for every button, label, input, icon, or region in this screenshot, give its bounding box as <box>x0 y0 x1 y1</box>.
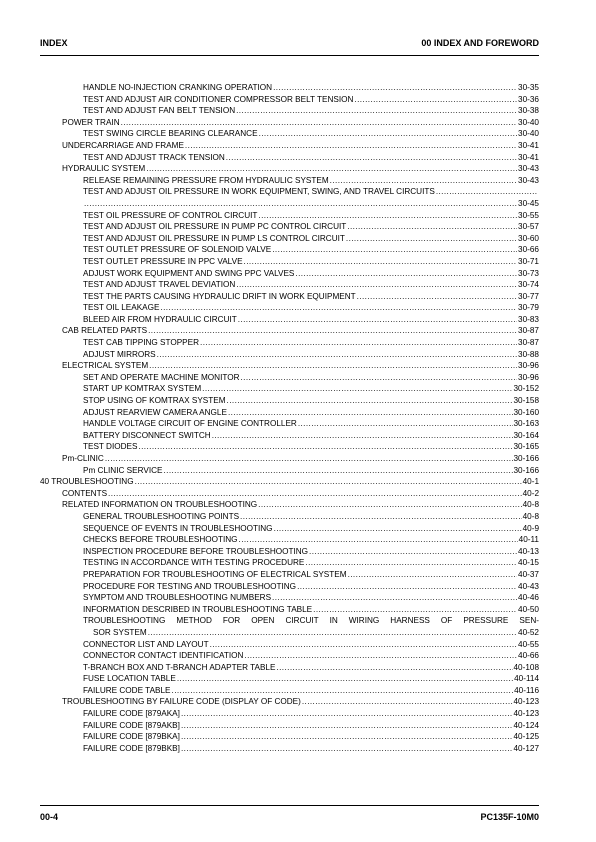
toc-entry-title: Pm-CLINIC <box>62 454 104 463</box>
dot-leader <box>172 685 514 697</box>
toc-entry-page: 30-43 <box>518 164 539 174</box>
toc-entry-page: 40-116 <box>514 685 539 695</box>
dot-leader <box>228 407 513 419</box>
toc-entry-page: 30-79 <box>518 303 539 313</box>
toc-entry-title: FAILURE CODE [879BKA] <box>83 732 180 742</box>
toc-entry-title: UNDERCARRIAGE AND FRAME <box>62 140 184 150</box>
dot-leader <box>274 523 522 535</box>
toc-entry-title: TEST AND ADJUST AIR CONDITIONER COMPRESSOR BELT TENSION <box>83 94 354 104</box>
header-left: INDEX <box>40 38 68 48</box>
toc-entry <box>40 731 539 743</box>
toc-entry-title: INFORMATION DESCRIBED IN TROUBLESHOOTING TABLE <box>83 604 313 614</box>
toc-entry <box>40 650 539 662</box>
dot-leader <box>200 337 517 349</box>
toc-entry-title: TEST OUTLET PRESSURE IN PPC VALVE <box>83 256 243 266</box>
toc-entry-title: PROCEDURE FOR TESTING AND TROUBLESHOOTING <box>83 581 297 591</box>
dot-leader <box>239 534 518 546</box>
toc-entry <box>40 557 539 569</box>
dot-leader <box>436 186 538 198</box>
toc-entry <box>40 511 539 523</box>
toc-entry <box>40 407 539 419</box>
toc-entry-title: TEST THE PARTS CAUSING HYDRAULIC DRIFT IN WORK EQUIPMENT <box>83 291 356 301</box>
toc-entry <box>40 256 539 268</box>
dot-leader <box>138 441 512 453</box>
toc-entry-page: 30-71 <box>518 256 539 266</box>
table-of-contents <box>40 82 539 754</box>
toc-entry-page: 40-108 <box>513 662 539 672</box>
toc-entry <box>40 546 539 558</box>
toc-entry <box>40 581 539 593</box>
toc-entry-page: 40-123 <box>513 709 539 719</box>
toc-entry <box>40 117 539 129</box>
toc-entry <box>40 685 539 697</box>
toc-entry-page: 30-41 <box>518 140 539 150</box>
toc-entry <box>40 639 539 651</box>
toc-entry-page: 30-40 <box>518 129 539 139</box>
dot-leader <box>238 314 517 326</box>
toc-entry <box>40 175 539 187</box>
toc-entry <box>40 198 539 210</box>
dot-leader <box>302 696 513 708</box>
toc-entry <box>40 488 539 500</box>
toc-entry-title: PREPARATION FOR TROUBLESHOOTING OF ELECTRICAL SYSTEM <box>83 569 347 579</box>
toc-entry-page: 30-165 <box>513 442 539 452</box>
toc-entry-title: INSPECTION PROCEDURE BEFORE TROUBLESHOOTING <box>83 546 309 556</box>
toc-entry-page: 40-15 <box>518 558 539 568</box>
toc-entry-title: START UP KOMTRAX SYSTEM <box>83 384 202 394</box>
dot-leader <box>272 592 517 604</box>
footer-rule <box>40 805 539 806</box>
toc-entry-title: TEST CAB TIPPING STOPPER <box>83 338 200 348</box>
dot-leader <box>346 233 517 245</box>
toc-entry <box>40 523 539 535</box>
toc-entry-page: 30-57 <box>518 222 539 232</box>
dot-leader <box>305 557 517 569</box>
toc-entry-title: FAILURE CODE [879AKB] <box>83 720 180 730</box>
toc-entry-title: SOR SYSTEM <box>93 627 147 637</box>
dot-leader <box>210 639 517 651</box>
toc-entry-title: RELATED INFORMATION ON TROUBLESHOOTING <box>62 500 258 510</box>
toc-entry <box>40 360 539 372</box>
toc-entry-title: ELECTRICAL SYSTEM <box>62 361 149 371</box>
toc-entry <box>40 383 539 395</box>
dot-leader <box>272 244 517 256</box>
toc-entry-page: 40-66 <box>518 651 539 661</box>
toc-entry-title: POWER TRAIN <box>62 117 120 127</box>
dot-leader <box>202 383 512 395</box>
toc-entry <box>40 604 539 616</box>
toc-entry-page: 30-66 <box>518 245 539 255</box>
toc-entry-page: 40-127 <box>513 743 539 753</box>
toc-entry-title: SYMPTOM AND TROUBLESHOOTING NUMBERS <box>83 593 272 603</box>
toc-entry <box>40 325 539 337</box>
toc-entry <box>40 708 539 720</box>
toc-entry-title: ADJUST MIRRORS <box>83 349 156 359</box>
dot-leader <box>347 221 517 233</box>
toc-entry-title: RELEASE REMAINING PRESSURE FROM HYDRAULIC SYSTEM <box>83 175 329 185</box>
toc-entry-title: FAILURE CODE [879BKB] <box>83 743 180 753</box>
dot-leader <box>330 175 517 187</box>
toc-entry <box>40 279 539 291</box>
toc-entry <box>40 233 539 245</box>
toc-entry <box>40 696 539 708</box>
toc-entry-page: 30-87 <box>518 338 539 348</box>
toc-entry-page: 30-158 <box>513 396 539 406</box>
toc-entry-title: TEST OUTLET PRESSURE OF SOLENOID VALVE <box>83 245 272 255</box>
dot-leader <box>354 94 517 106</box>
toc-entry <box>40 186 539 198</box>
toc-entry-title: SET AND OPERATE MACHINE MONITOR <box>83 372 240 382</box>
toc-entry-title: CAB RELATED PARTS <box>62 326 148 336</box>
toc-entry-page: 40-9 <box>522 523 539 533</box>
toc-entry <box>40 163 539 175</box>
toc-entry-page: 40-13 <box>518 546 539 556</box>
toc-entry-page: 40-114 <box>514 674 539 684</box>
toc-entry <box>40 302 539 314</box>
toc-entry-page: 30-160 <box>513 407 539 417</box>
toc-entry-page: 40-37 <box>518 569 539 579</box>
toc-entry-page: 30-38 <box>518 106 539 116</box>
toc-entry-page: 40-125 <box>513 732 539 742</box>
toc-entry <box>40 82 539 94</box>
toc-entry-page: 30-164 <box>513 430 539 440</box>
toc-entry-page: 40-8 <box>522 500 539 510</box>
toc-entry <box>40 453 539 465</box>
toc-entry-title: T-BRANCH BOX AND T-BRANCH ADAPTER TABLE <box>83 662 276 672</box>
toc-entry-title: CONNECTOR LIST AND LAYOUT <box>83 639 209 649</box>
dot-leader <box>348 569 517 581</box>
toc-entry-title: STOP USING OF KOMTRAX SYSTEM <box>83 396 226 406</box>
dot-leader <box>236 279 517 291</box>
toc-entry-page: 30-96 <box>518 372 539 382</box>
toc-entry <box>40 140 539 152</box>
dot-leader <box>309 546 517 558</box>
toc-entry <box>40 105 539 117</box>
toc-entry-page: 30-83 <box>518 314 539 324</box>
toc-entry-title: TROUBLESHOOTING BY FAILURE CODE (DISPLAY OF CODE) <box>62 697 301 707</box>
toc-entry <box>40 592 539 604</box>
toc-entry-title: TEST AND ADJUST OIL PRESSURE IN WORK EQUIPMENT, SWING, AND TRAVEL CIRCUITS <box>83 187 435 197</box>
dot-leader <box>298 418 513 430</box>
dot-leader <box>84 198 517 210</box>
toc-entry-page: 30-88 <box>518 349 539 359</box>
dot-leader <box>313 604 517 616</box>
toc-entry-page: 40-123 <box>513 697 539 707</box>
toc-entry <box>40 128 539 140</box>
footer-left: 00-4 <box>40 812 59 822</box>
toc-entry-page: 30-41 <box>518 152 539 162</box>
toc-entry <box>40 314 539 326</box>
toc-entry <box>40 627 539 639</box>
dot-leader <box>244 256 518 268</box>
dot-leader <box>259 128 517 140</box>
toc-entry-title: CONTENTS <box>62 488 108 498</box>
dot-leader <box>185 140 517 152</box>
dot-leader <box>157 349 517 361</box>
dot-leader <box>357 291 517 303</box>
dot-leader <box>244 650 517 662</box>
header-rule <box>40 55 539 56</box>
toc-entry <box>40 499 539 511</box>
toc-entry <box>40 372 539 384</box>
toc-entry-page: 30-166 <box>513 465 539 475</box>
dot-leader <box>181 708 513 720</box>
toc-entry-title: TROUBLESHOOTING METHOD FOR OPEN CIRCUIT IN WIRING HARNESS OF PRESSURE SEN- <box>83 616 539 626</box>
toc-entry-title: TEST AND ADJUST TRAVEL DEVIATION <box>83 280 236 290</box>
toc-entry-title: 40 TROUBLESHOOTING <box>40 477 134 487</box>
toc-entry-title: CONNECTOR CONTACT IDENTIFICATION <box>83 651 244 661</box>
dot-leader <box>258 210 517 222</box>
toc-entry-page: 40-46 <box>518 593 539 603</box>
dot-leader <box>276 662 512 674</box>
toc-entry-title: TEST AND ADJUST OIL PRESSURE IN PUMP PC CONTROL CIRCUIT <box>83 222 347 232</box>
dot-leader <box>181 720 513 732</box>
toc-entry <box>40 152 539 164</box>
toc-entry-page: 30-55 <box>518 210 539 220</box>
toc-entry <box>40 268 539 280</box>
toc-entry <box>40 349 539 361</box>
page-header <box>40 36 539 52</box>
toc-entry-page: 30-163 <box>513 419 539 429</box>
header-right: 00 INDEX AND FOREWORD <box>421 38 539 48</box>
toc-entry <box>40 534 539 546</box>
toc-entry-page: 30-96 <box>518 361 539 371</box>
toc-entry <box>40 743 539 755</box>
toc-entry-page: 40-2 <box>522 488 539 498</box>
toc-entry-title: Pm CLINIC SERVICE <box>83 465 163 475</box>
toc-entry-title: TESTING IN ACCORDANCE WITH TESTING PROCEDURE <box>83 558 305 568</box>
toc-entry-page: 30-35 <box>518 83 539 92</box>
toc-entry-title: TEST SWING CIRCLE BEARING CLEARANCE <box>83 129 258 139</box>
dot-leader <box>160 302 517 314</box>
dot-leader <box>295 268 517 280</box>
dot-leader <box>105 453 513 465</box>
toc-entry-page: 30-166 <box>513 454 539 463</box>
dot-leader <box>135 476 522 488</box>
toc-entry <box>40 418 539 430</box>
toc-entry <box>40 221 539 233</box>
toc-entry-page: 40-11 <box>518 535 539 545</box>
toc-entry <box>40 662 539 674</box>
toc-entry-page: 30-74 <box>518 280 539 290</box>
dot-leader <box>148 627 517 639</box>
toc-entry-title: BATTERY DISCONNECT SWITCH <box>83 430 211 440</box>
toc-entry-page: 30-60 <box>518 233 539 243</box>
toc-entry-page: 30-73 <box>518 268 539 278</box>
toc-entry-title: HANDLE VOLTAGE CIRCUIT OF ENGINE CONTROLLER <box>83 419 297 429</box>
toc-entry <box>40 430 539 442</box>
toc-entry-page: 40-1 <box>522 477 539 487</box>
toc-entry <box>40 210 539 222</box>
toc-entry-title: TEST AND ADJUST FAN BELT TENSION <box>83 106 236 116</box>
toc-entry <box>40 615 539 627</box>
dot-leader <box>227 395 513 407</box>
toc-entry-title: BLEED AIR FROM HYDRAULIC CIRCUIT <box>83 314 237 324</box>
toc-entry <box>40 291 539 303</box>
toc-entry-title: TEST OIL LEAKAGE <box>83 303 160 313</box>
toc-entry <box>40 465 539 477</box>
toc-entry-page: 40-43 <box>518 581 539 591</box>
toc-entry-page: 40-8 <box>522 511 539 521</box>
toc-entry-title: HANDLE NO-INJECTION CRANKING OPERATION <box>83 83 273 92</box>
toc-entry-title: TEST OIL PRESSURE OF CONTROL CIRCUIT <box>83 210 258 220</box>
dot-leader <box>212 430 513 442</box>
dot-leader <box>273 82 517 94</box>
toc-entry-title: GENERAL TROUBLESHOOTING POINTS <box>83 511 240 521</box>
dot-leader <box>121 117 517 129</box>
dot-leader <box>240 511 522 523</box>
toc-entry-title: SEQUENCE OF EVENTS IN TROUBLESHOOTING <box>83 523 273 533</box>
toc-entry-page: 30-43 <box>518 175 539 185</box>
toc-entry <box>40 441 539 453</box>
toc-entry-page: 30-87 <box>518 326 539 336</box>
toc-entry <box>40 476 539 488</box>
toc-entry-title: FAILURE CODE [879AKA] <box>83 709 180 719</box>
toc-entry-page: 30-152 <box>513 384 539 394</box>
toc-entry-title: ADJUST REARVIEW CAMERA ANGLE <box>83 407 227 417</box>
toc-entry <box>40 94 539 106</box>
dot-leader <box>177 673 513 685</box>
toc-entry <box>40 673 539 685</box>
toc-entry-title: HYDRAULIC SYSTEM <box>62 164 146 174</box>
dot-leader <box>297 581 517 593</box>
toc-entry <box>40 720 539 732</box>
toc-entry-page: 40-124 <box>513 720 539 730</box>
dot-leader <box>163 465 512 477</box>
toc-entry-page: 30-77 <box>518 291 539 301</box>
toc-entry-page: 40-55 <box>518 639 539 649</box>
dot-leader <box>181 731 513 743</box>
toc-entry <box>40 569 539 581</box>
toc-entry-title: TEST DIODES <box>83 442 138 452</box>
toc-entry-title: CHECKS BEFORE TROUBLESHOOTING <box>83 535 238 545</box>
dot-leader <box>149 360 517 372</box>
toc-entry-title: ADJUST WORK EQUIPMENT AND SWING PPC VALVES <box>83 268 295 278</box>
toc-entry-page: 40-52 <box>518 627 539 637</box>
dot-leader <box>146 163 517 175</box>
dot-leader <box>226 152 517 164</box>
toc-entry-title: FAILURE CODE TABLE <box>83 685 171 695</box>
dot-leader <box>236 105 517 117</box>
toc-entry <box>40 395 539 407</box>
dot-leader <box>241 372 518 384</box>
dot-leader <box>148 325 517 337</box>
toc-entry-page: 30-36 <box>518 94 539 104</box>
toc-entry-title: TEST AND ADJUST TRACK TENSION <box>83 152 225 162</box>
toc-entry-page: 40-50 <box>518 604 539 614</box>
dot-leader <box>258 499 521 511</box>
toc-entry-title: FUSE LOCATION TABLE <box>83 674 176 684</box>
dot-leader <box>181 743 513 755</box>
dot-leader <box>108 488 522 500</box>
toc-entry-page: 30-40 <box>518 117 539 127</box>
footer-right: PC135F-10M0 <box>480 812 539 822</box>
toc-entry-page: 30-45 <box>518 198 539 208</box>
toc-entry <box>40 244 539 256</box>
toc-entry <box>40 337 539 349</box>
toc-entry-title: TEST AND ADJUST OIL PRESSURE IN PUMP LS CONTROL CIRCUIT <box>83 233 345 243</box>
